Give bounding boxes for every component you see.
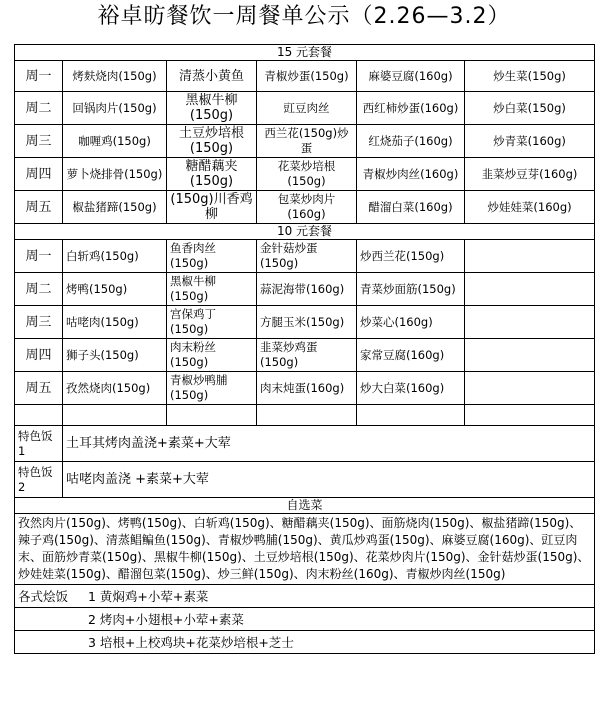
dish-cell: 鱼香肉丝(150g) — [167, 240, 257, 273]
special-label: 特色饭 1 — [15, 426, 63, 462]
day-label: 周五 — [15, 372, 63, 405]
dish-cell — [465, 306, 595, 339]
day-label: 周一 — [15, 240, 63, 273]
table-row — [15, 125, 595, 158]
table-row — [15, 372, 595, 405]
dish-cell: 肉末粉丝(150g) — [167, 339, 257, 372]
dish-cell: 青椒炒蛋(150g) — [257, 61, 357, 92]
dish-cell: 白斩鸡(150g) — [63, 240, 167, 273]
dish-cell: 清蒸小黄鱼 — [167, 61, 257, 92]
day-label: 周三 — [15, 125, 63, 158]
table-row — [15, 426, 595, 462]
table-row — [15, 45, 595, 61]
day-label: 周四 — [15, 339, 63, 372]
dish-cell: 蒜泥海带(160g) — [257, 273, 357, 306]
dish-cell: 醋溜白菜(160g) — [357, 191, 465, 224]
dish-cell — [465, 273, 595, 306]
combo-label: 各式烩饭 — [18, 588, 69, 604]
combo-item: 1 黄焖鸡+小荤+素菜 — [88, 588, 209, 604]
menu-table — [14, 44, 595, 654]
dish-cell: 家常豆腐(160g) — [357, 339, 465, 372]
dish-cell: 土豆炒培根(150g) — [167, 125, 257, 158]
dish-cell: 孜然烧肉(150g) — [63, 372, 167, 405]
dish-cell: 黑椒牛柳(150g) — [167, 92, 257, 125]
dish-cell: (150g)川香鸡柳 — [167, 191, 257, 224]
dish-cell: 西红柿炒蛋(160g) — [357, 92, 465, 125]
table-row — [15, 240, 595, 273]
dish-cell: 炒西兰花(150g) — [357, 240, 465, 273]
dish-cell: 炒生菜(150g) — [465, 61, 595, 92]
dish-cell: 烤鸭(150g) — [63, 273, 167, 306]
optional-dishes: 孜然肉片(150g)、烤鸭(150g)、白斩鸡(150g)、糖醋藕夹(150g)、面筋烧肉(150g)、椒盐猪蹄(150g)、辣子鸡(150g)、清蒸鲳鳊鱼(150g)、青椒炒鸭脯(150g)、黄瓜炒鸡蛋(150g)、麻婆豆腐(160g)、豇豆肉末、面筋炒青菜(150g)、黑椒牛柳(150g)、土豆炒培根(150g)、花菜炒肉片(150g)、金针菇炒蛋(150g)、炒娃娃菜(150g)、醋溜包菜(150g)、炒三鲜(150g)、肉末粉丝(160g)、青椒炒肉丝(150g) — [15, 514, 595, 585]
combo-row — [15, 631, 595, 654]
table-row — [15, 61, 595, 92]
dish-cell: 萝卜烧排骨(150g) — [63, 158, 167, 191]
day-label: 周二 — [15, 92, 63, 125]
dish-cell: 金针菇炒蛋(150g) — [257, 240, 357, 273]
dish-cell: 椒盐猪蹄(150g) — [63, 191, 167, 224]
dish-cell: 糖醋藕夹(150g) — [167, 158, 257, 191]
table-row — [15, 608, 595, 631]
combo-row — [15, 585, 595, 608]
table-row — [15, 462, 595, 498]
dish-cell: 包菜炒肉片(160g) — [257, 191, 357, 224]
dish-cell: 青椒炒鸭脯(150g) — [167, 372, 257, 405]
table-row — [15, 405, 595, 426]
section-header-15: 15 元套餐 — [15, 45, 595, 61]
dish-cell: 咖喱鸡(150g) — [63, 125, 167, 158]
dish-cell — [465, 339, 595, 372]
empty-cell — [357, 405, 465, 426]
dish-cell: 西兰花(150g)炒蛋 — [257, 125, 357, 158]
table-row — [15, 514, 595, 585]
dish-cell: 青菜炒面筋(150g) — [357, 273, 465, 306]
dish-cell: 回锅肉片(150g) — [63, 92, 167, 125]
table-row — [15, 585, 595, 608]
table-row — [15, 92, 595, 125]
table-row — [15, 224, 595, 240]
dish-cell: 炒菜心(160g) — [357, 306, 465, 339]
optional-header: 自选菜 — [15, 498, 595, 514]
dish-cell: 烤麸烧肉(150g) — [63, 61, 167, 92]
dish-cell: 麻婆豆腐(160g) — [357, 61, 465, 92]
dish-cell: 肉末炖蛋(160g) — [257, 372, 357, 405]
special-label: 特色饭 2 — [15, 462, 63, 498]
dish-cell: 炒白菜(150g) — [465, 92, 595, 125]
dish-cell: 韭菜炒豆芽(160g) — [465, 158, 595, 191]
day-label: 周三 — [15, 306, 63, 339]
table-row — [15, 306, 595, 339]
dish-cell: 花菜炒培根(150g) — [257, 158, 357, 191]
table-row — [15, 498, 595, 514]
table-row — [15, 158, 595, 191]
combo-item: 3 培根+上校鸡块+花菜炒培根+芝士 — [88, 634, 294, 650]
dish-cell: 宫保鸡丁(150g) — [167, 306, 257, 339]
combo-row — [15, 608, 595, 631]
empty-cell — [167, 405, 257, 426]
empty-cell — [63, 405, 167, 426]
empty-cell — [465, 405, 595, 426]
dish-cell: 方腿玉米(150g) — [257, 306, 357, 339]
dish-cell: 狮子头(150g) — [63, 339, 167, 372]
dish-cell: 咕咾肉(150g) — [63, 306, 167, 339]
page-title: 裕卓昉餐饮一周餐单公示（2.26—3.2） — [97, 4, 511, 29]
day-label: 周五 — [15, 191, 63, 224]
dish-cell: 韭菜炒鸡蛋(150g) — [257, 339, 357, 372]
dish-cell: 红烧茄子(160g) — [357, 125, 465, 158]
section-header-10: 10 元套餐 — [15, 224, 595, 240]
dish-cell — [465, 240, 595, 273]
empty-cell — [257, 405, 357, 426]
table-row — [15, 191, 595, 224]
dish-cell: 炒大白菜(160g) — [357, 372, 465, 405]
dish-cell: 黑椒牛柳(150g) — [167, 273, 257, 306]
day-label: 周四 — [15, 158, 63, 191]
day-label: 周二 — [15, 273, 63, 306]
dish-cell: 炒青菜(160g) — [465, 125, 595, 158]
table-row — [15, 631, 595, 654]
table-row — [15, 273, 595, 306]
day-label: 周一 — [15, 61, 63, 92]
empty-cell — [15, 405, 63, 426]
table-row — [15, 339, 595, 372]
dish-cell: 青椒炒肉丝(160g) — [357, 158, 465, 191]
special-content: 咕咾肉盖浇 +素菜+大荤 — [63, 462, 595, 498]
special-content: 土耳其烤肉盖浇+素菜+大荤 — [63, 426, 595, 462]
dish-cell — [465, 372, 595, 405]
dish-cell: 豇豆肉丝 — [257, 92, 357, 125]
combo-item: 2 烤肉+小翅根+小荤+素菜 — [88, 611, 244, 627]
dish-cell: 炒娃娃菜(160g) — [465, 191, 595, 224]
